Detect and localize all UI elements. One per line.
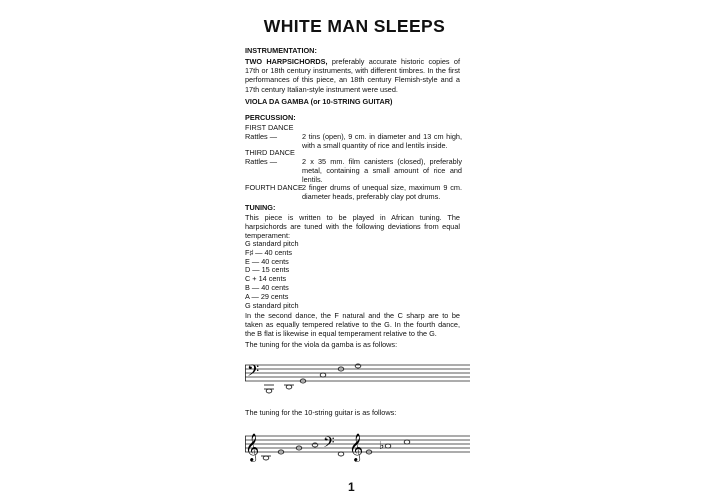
harpsichords-label: TWO HARPSICHORDS, [245,57,328,66]
tuning-note-paragraph: In the second dance, the F natural and the C sharp are to be taken as equally tempered relative to the G. In the fourth dance, the B flat is likewise in equal temperament relative to the G. [245,311,460,339]
percussion-heading: PERCUSSION: [245,113,296,122]
treble-clef-icon [349,433,363,462]
tuning-intro: This piece is written to be played in African tuning. The harpsichords are tuned with the following deviations from equal temperament: [245,213,460,241]
note-icon [266,389,272,393]
rattles-third-label: Rattles — [245,157,278,166]
harpsichords-paragraph [245,57,460,94]
instrumentation-heading: INSTRUMENTATION: [245,46,317,55]
guitar-tuning-caption: The tuning for the 10-string guitar is as follows: [245,408,397,417]
tuning-deviation-item: E — 40 cents [245,256,289,266]
harpsichords-text: preferably accurate historic copies of 17th or 18th century instruments, with different timbres. In the first performances of this piece, an 18th century Flemish-style and a 17th century Italian-style instrument were used. [245,57,460,94]
third-dance-label: THIRD DANCE [245,148,295,157]
tuning-heading: TUNING: [245,203,276,212]
svg-text:𝄢: 𝄢 [323,434,335,455]
flat-sign-icon [379,439,384,452]
tuning-deviation-item: C + 14 cents [245,274,287,284]
tuning-deviation-item: G standard pitch [245,239,299,248]
viola-heading: VIOLA DA GAMBA (or 10-STRING GUITAR) [245,97,393,106]
tuning-deviation-item: F♯ — 40 cents [245,247,293,257]
tuning-deviation-item: D — 15 cents [245,265,290,275]
first-dance-label: FIRST DANCE [245,123,294,132]
svg-text:♭: ♭ [379,439,385,452]
note-icon [338,452,344,456]
svg-text:𝄞: 𝄞 [349,433,364,461]
bass-clef-icon [247,362,259,384]
note-icon [385,444,391,448]
svg-text:𝄞: 𝄞 [245,433,260,461]
tuning-deviation-item: B — 40 cents [245,283,289,292]
rattles-first-description: 2 tins (open), 9 cm. in diameter and 13 cm high, with a small quantity of rice and lentils inside. [302,132,462,151]
tuning-deviation-item: A — 29 cents [245,291,289,301]
fourth-dance-description: 2 finger drums of unequal size, maximum 9 cm. diameter heads, preferably clay pot drums. [302,183,462,202]
fourth-dance-label: FOURTH DANCE [245,183,303,192]
tuning-deviation-item: G standard pitch [245,300,299,310]
rattles-first-label: Rattles — [245,132,278,141]
bass-clef-icon [323,434,335,455]
viola-tuning-caption: The tuning for the viola da gamba is as follows: [245,340,398,349]
note-icon [286,385,292,389]
note-icon [320,373,326,377]
svg-text:𝄢: 𝄢 [247,362,260,384]
treble-clef-icon [245,433,259,462]
note-icon [404,440,410,444]
rattles-third-description: 2 x 35 mm. film canisters (closed), preferably metal, containing a small amount of rice and lentils. [302,157,462,185]
guitar-tuning-staff [245,428,470,468]
page-number: 1 [348,480,355,494]
note-icon [263,456,269,460]
page-title: WHITE MAN SLEEPS [263,16,446,36]
viola-tuning-staff [245,355,470,395]
